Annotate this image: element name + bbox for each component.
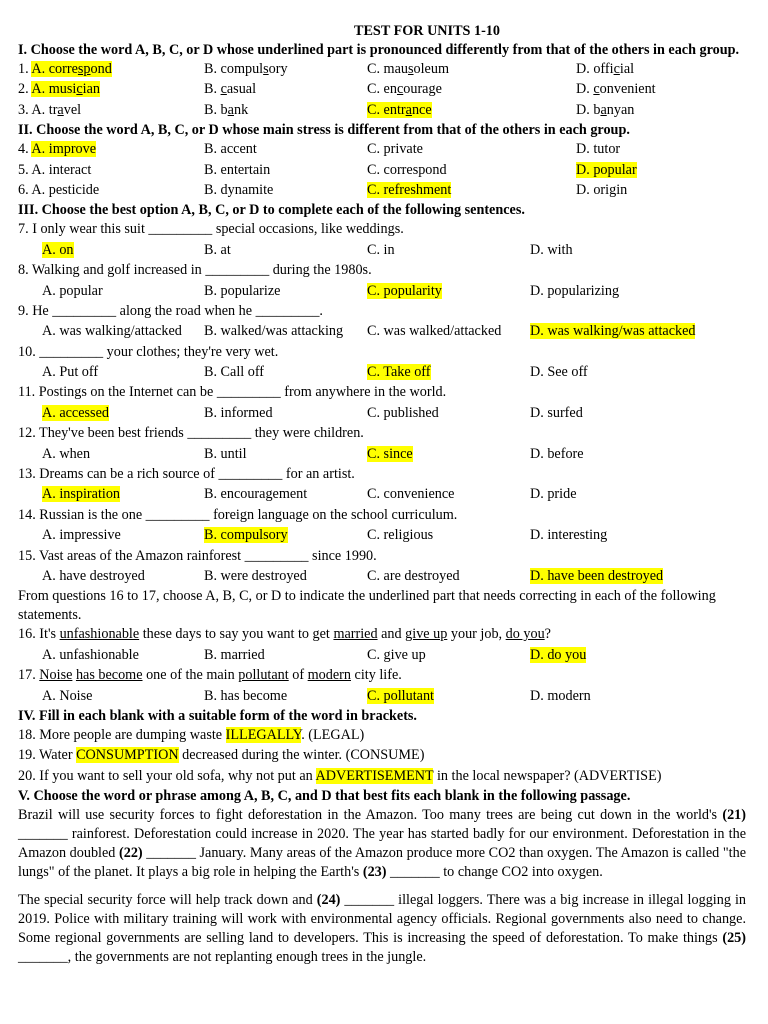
question-stem: 7. I only wear this suit _________ special occasions, like weddings. xyxy=(18,221,404,238)
answer-highlight: C. popularity xyxy=(367,282,442,299)
option xyxy=(367,687,434,706)
option xyxy=(18,101,81,120)
option xyxy=(367,161,447,180)
option xyxy=(204,526,288,545)
blank-number: (22) xyxy=(119,845,143,862)
fill-item: 19. Water CONSUMPTION decreased during the winter. (CONSUME) xyxy=(18,747,425,764)
option-text: D. banyan xyxy=(576,101,635,118)
option-text: B. until xyxy=(204,445,247,462)
option-text: B. entertain xyxy=(204,161,271,178)
option xyxy=(18,140,96,159)
question-stem: 10. _________ your clothes; they're very wet. xyxy=(18,343,279,360)
options-row xyxy=(18,241,746,261)
option xyxy=(204,322,343,341)
option xyxy=(42,404,109,423)
option-text: A. when xyxy=(42,445,91,462)
underlined-letter: s xyxy=(263,61,269,77)
option-text: B. has become xyxy=(204,687,288,704)
options-row xyxy=(18,567,746,587)
question-number: 6. xyxy=(18,181,32,198)
answer-highlight: D. was walking/was attacked xyxy=(530,323,696,340)
option-text: A. was walking/attacked xyxy=(42,323,182,340)
option-text: B. dynamite xyxy=(204,181,274,198)
question-number: 4. xyxy=(18,141,32,158)
options-row xyxy=(18,526,746,546)
option-text: A. impressive xyxy=(42,527,121,544)
section5-heading: V. Choose the word or phrase among A, B, C, and D that best fits each blank in the following passage. xyxy=(18,788,631,805)
option xyxy=(204,445,247,464)
underlined-letter: sp xyxy=(77,61,91,77)
option xyxy=(42,241,74,260)
question-stem: 14. Russian is the one _________ foreign language on the school curriculum. xyxy=(18,506,458,523)
underlined-letter: c xyxy=(220,81,227,98)
underlined-letter: c xyxy=(76,81,83,98)
option xyxy=(530,322,695,341)
option xyxy=(204,80,256,99)
option-text: A. popular xyxy=(42,282,103,299)
option xyxy=(204,161,270,180)
answer-highlight: D. do you xyxy=(530,646,587,663)
question-number: 2. xyxy=(18,81,32,98)
section4-items xyxy=(18,726,746,787)
option-text: D. tutor xyxy=(576,141,621,158)
option xyxy=(18,181,99,200)
option xyxy=(576,161,637,180)
option-text: D. official xyxy=(576,61,635,77)
question-number: 1. xyxy=(18,61,32,77)
option xyxy=(204,485,307,504)
option-text: B. popularize xyxy=(204,282,281,299)
answer-highlight: C. pollutant xyxy=(367,687,434,704)
option-text: B. encouragement xyxy=(204,486,308,503)
option xyxy=(42,646,139,665)
section2-heading: II. Choose the word A, B, C, or D whose main stress is different from that of the others in each group. xyxy=(18,122,630,139)
underlined-letter: a xyxy=(405,101,412,118)
test-document xyxy=(18,22,746,967)
answer-highlight: A. on xyxy=(42,241,74,258)
section3-heading: III. Choose the best option A, B, C, or D to complete each of the following sentences. xyxy=(18,202,525,219)
error-intro: From questions 16 to 17, choose A, B, C, or D to indicate the underlined part that needs correcting in each of the following statements. xyxy=(18,588,716,624)
option-text: C. private xyxy=(367,141,423,158)
option xyxy=(530,404,583,423)
question-number: 5. xyxy=(18,161,32,178)
underlined-part: pollutant xyxy=(238,667,289,684)
option xyxy=(42,485,120,504)
answer-highlight: C. refreshment xyxy=(367,181,452,198)
option xyxy=(204,60,288,79)
option-text: B. Call off xyxy=(204,364,265,381)
option xyxy=(576,101,634,120)
pronunciation-row xyxy=(18,80,746,100)
section4-heading: IV. Fill in each blank with a suitable form of the word in brackets. xyxy=(18,707,417,724)
section2-rows xyxy=(18,140,746,201)
option-text: C. was walked/attacked xyxy=(367,323,502,340)
option-text: C. encourage xyxy=(367,81,442,98)
option xyxy=(367,181,451,200)
options-row xyxy=(18,646,746,666)
options-row xyxy=(18,282,746,302)
option xyxy=(367,60,449,79)
error-questions xyxy=(18,625,746,707)
option-text: A. unfashionable xyxy=(42,646,139,663)
underlined-part: married xyxy=(333,626,378,643)
underlined-letter: a xyxy=(227,101,234,118)
passage-paragraph-2: The special security force will help track down and (24) _______ illegal loggers. There was a big increase in illegal logging in 2019. Police with military training will work with environmental agency officials. Regional governments also need to change. Some regional governments are selling land to developers. This is increasing the speed of deforestation. To make things (25) _______, the governments are not replanting enough trees in the jungle. xyxy=(18,892,746,966)
stress-row xyxy=(18,161,746,181)
option xyxy=(367,282,442,301)
fill-item: 18. More people are dumping waste ILLEGALLY. (LEGAL) xyxy=(18,726,365,743)
passage-paragraph-1: Brazil will use security forces to fight deforestation in the Amazon. Too many trees are being cut down in the world's (21) _______ rainforest. Deforestation could increase in 2020. The year has started badly for our environment. Deforestation in the Amazon doubled (22) _______ January. Many areas of the Amazon produce more CO2 than oxygen. The Amazon is called "the lungs" of the planet. It plays a big role in helping the Earth's (23) _______ to change CO2 into oxygen. xyxy=(18,807,746,881)
option-text: B. casual xyxy=(204,81,257,98)
option xyxy=(204,241,231,260)
answer-highlight: D. popular xyxy=(576,161,637,178)
option xyxy=(367,80,442,99)
options-row xyxy=(18,485,746,505)
question-stem: 12. They've been best friends _________ they were children. xyxy=(18,425,364,442)
answer-highlight: C. Take off xyxy=(367,364,431,381)
question-stem: 17. Noise has become one of the main pollutant of modern city life. xyxy=(18,667,402,684)
options-row xyxy=(18,363,746,383)
option-text: C. mausoleum xyxy=(367,61,449,77)
option-text: B. at xyxy=(204,241,231,258)
section1-rows xyxy=(18,60,746,121)
option-text: C. religious xyxy=(367,527,434,544)
option xyxy=(530,567,663,586)
option xyxy=(367,241,395,260)
option-text: C. published xyxy=(367,404,439,421)
option-text: D. convenient xyxy=(576,81,656,98)
option-text: B. walked/was attacking xyxy=(204,323,344,340)
option xyxy=(204,567,307,586)
option xyxy=(530,363,588,382)
option xyxy=(530,241,573,260)
underlined-part: modern xyxy=(307,667,351,684)
option-text: C. convenience xyxy=(367,486,455,503)
answer-highlight: C. since xyxy=(367,445,413,462)
option xyxy=(576,181,627,200)
question-stem: 13. Dreams can be a rich source of _________ for an artist. xyxy=(18,466,355,483)
question-number: 3. xyxy=(18,101,32,118)
answer-highlight: A. accessed xyxy=(42,404,109,421)
option xyxy=(530,282,619,301)
option-text: B. accent xyxy=(204,141,257,158)
option xyxy=(18,60,112,79)
option-text: D. with xyxy=(530,241,573,258)
option xyxy=(367,567,460,586)
option-text: C. are destroyed xyxy=(367,567,460,584)
answer-highlight: ADVERTISEMENT xyxy=(315,767,434,784)
option-text: D. pride xyxy=(530,486,577,503)
option-text: C. in xyxy=(367,241,395,258)
option xyxy=(204,282,280,301)
question-stem: 16. It's unfashionable these days to say you want to get married and give up your job, do you? xyxy=(18,626,551,643)
answer-highlight: A. musician xyxy=(31,81,100,98)
page-title: TEST FOR UNITS 1-10 xyxy=(354,23,500,39)
option-text: A. Noise xyxy=(42,687,93,704)
option-text: A. pesticide xyxy=(31,181,100,198)
option-text: C. give up xyxy=(367,646,426,663)
option-text: D. surfed xyxy=(530,404,583,421)
underlined-part: do you xyxy=(505,626,545,643)
option xyxy=(204,101,248,120)
option-text: A. travel xyxy=(31,101,82,118)
option xyxy=(42,445,90,464)
option xyxy=(530,445,584,464)
underlined-letter: c xyxy=(613,61,620,77)
option xyxy=(18,80,100,99)
question-stem: 8. Walking and golf increased in _________ during the 1980s. xyxy=(18,262,372,279)
underlined-part: has become xyxy=(75,667,143,684)
option xyxy=(530,687,591,706)
underlined-letter: c xyxy=(396,81,404,98)
option xyxy=(576,80,656,99)
option-text: D. before xyxy=(530,445,584,462)
underlined-letter: c xyxy=(593,81,600,98)
option xyxy=(367,363,431,382)
options-row xyxy=(18,445,746,465)
option xyxy=(42,567,145,586)
option-text: A. Put off xyxy=(42,364,99,381)
option-text: D. popularizing xyxy=(530,282,620,299)
underlined-letter: s xyxy=(407,61,414,77)
question-stem: 9. He _________ along the road when he _________. xyxy=(18,302,323,319)
options-row xyxy=(18,687,746,707)
option xyxy=(367,101,432,120)
answer-highlight: CONSUMPTION xyxy=(76,747,179,764)
option xyxy=(204,363,264,382)
option xyxy=(367,646,426,665)
options-row xyxy=(18,404,746,424)
section3-questions xyxy=(18,220,746,587)
option-text: D. See off xyxy=(530,364,588,381)
option xyxy=(204,687,287,706)
stress-row xyxy=(18,140,746,160)
question-stem: 15. Vast areas of the Amazon rainforest _________ since 1990. xyxy=(18,547,377,564)
option-text: B. married xyxy=(204,646,265,663)
option-text: D. origin xyxy=(576,181,628,198)
blank-number: (21) xyxy=(722,807,746,824)
option xyxy=(42,526,121,545)
option xyxy=(530,485,577,504)
option-text: B. bank xyxy=(204,101,249,118)
option xyxy=(204,181,273,200)
fill-item: 20. If you want to sell your old sofa, why not put an ADVERTISEMENT in the local newspaper? (ADVERTISE) xyxy=(18,767,662,784)
answer-highlight: C. entrance xyxy=(367,101,432,118)
blank-number: (24) xyxy=(316,892,341,909)
pronunciation-row xyxy=(18,60,746,80)
answer-highlight: A. correspond xyxy=(31,61,112,77)
option xyxy=(42,363,98,382)
option xyxy=(204,646,265,665)
option xyxy=(42,322,182,341)
underlined-letter: a xyxy=(57,101,64,118)
option-text: D. modern xyxy=(530,687,591,704)
answer-highlight: A. inspiration xyxy=(42,486,121,503)
option xyxy=(18,161,91,180)
option xyxy=(576,140,620,159)
option xyxy=(204,140,257,159)
option xyxy=(367,404,439,423)
answer-highlight: A. improve xyxy=(31,141,97,158)
underlined-part: Noise xyxy=(39,667,73,684)
option xyxy=(204,404,273,423)
option xyxy=(367,485,454,504)
option xyxy=(42,282,103,301)
option xyxy=(576,60,634,79)
option-text: A. have destroyed xyxy=(42,567,145,584)
underlined-letter: a xyxy=(600,101,607,118)
option xyxy=(42,687,92,706)
option xyxy=(367,445,413,464)
answer-highlight: B. compulsory xyxy=(204,527,288,544)
option-text: B. were destroyed xyxy=(204,567,307,584)
blank-number: (25) xyxy=(722,930,746,947)
option xyxy=(367,322,501,341)
underlined-part: unfashionable xyxy=(59,626,140,643)
option-text: D. interesting xyxy=(530,527,608,544)
option xyxy=(530,526,607,545)
section1-heading: I. Choose the word A, B, C, or D whose underlined part is pronounced differently from that of the others in each group. xyxy=(18,42,740,58)
option-text: A. interact xyxy=(31,161,92,178)
option-text: C. correspond xyxy=(367,161,447,178)
answer-highlight: D. have been destroyed xyxy=(530,567,664,584)
pronunciation-row xyxy=(18,101,746,121)
option xyxy=(530,646,586,665)
option-text: B. informed xyxy=(204,404,273,421)
answer-highlight: ILLEGALLY xyxy=(225,726,302,743)
option-text: B. compulsory xyxy=(204,61,288,77)
option xyxy=(367,140,423,159)
blank-number: (23) xyxy=(362,864,387,881)
underlined-part: give up xyxy=(405,626,448,643)
stress-row xyxy=(18,181,746,201)
options-row xyxy=(18,322,746,342)
question-stem: 11. Postings on the Internet can be _________ from anywhere in the world. xyxy=(18,384,447,401)
option xyxy=(367,526,433,545)
